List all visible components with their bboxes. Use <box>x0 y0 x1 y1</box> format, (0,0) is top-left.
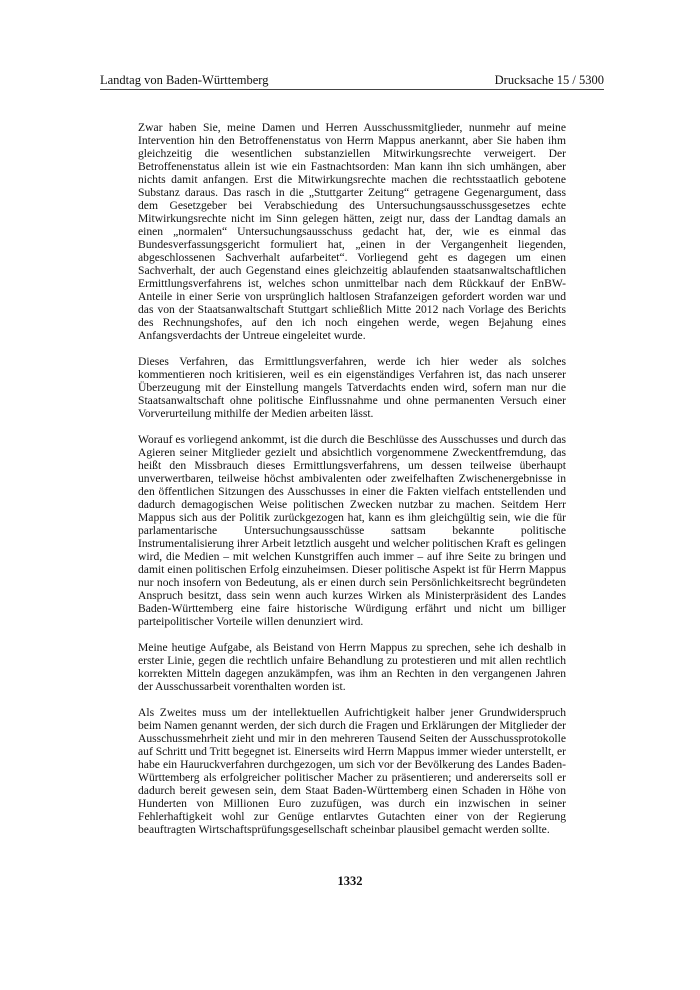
document-body <box>138 121 566 849</box>
page-header <box>100 73 604 87</box>
paragraph: Zwar haben Sie, meine Damen und Herren Ausschussmitglieder, nunmehr auf meine Intervention hin den Betroffenenstatus von Herrn Mappus anerkannt, aber Sie haben ihm gleichzeitig die wesentlichen substanziellen Mitwirkungsrechte verweigert. Der Betroffenenstatus allein ist wie ein Fastnachtsorden: Man kann ihn sich umhängen, aber nichts damit anfangen. Erst die Mitwirkungsrechte machen die rechtsstaatlich gebotene Substanz daraus. Das rasch in die „Stuttgarter Zeitung“ getragene Gegenargument, dass dem Gesetzgeber bei Verabschiedung des Untersuchungsausschussgesetzes echte Mitwirkungsrechte nicht im Sinn gelegen hätten, zeigt nur, dass der Landtag damals an einen „normalen“ Untersuchungsausschuss gedacht hat, der, wie es einmal das Bundesverfassungsgericht formuliert hat, „einen in der Vergangenheit liegenden, abgeschlossenen Sachverhalt aufarbeitet“. Vorliegend geht es dagegen um einen Sachverhalt, der auch Gegenstand eines gleichzeitig ablaufenden staatsanwaltschaftlichen Ermittlungsverfahrens ist, welches schon unmittelbar nach dem Rückkauf der EnBW-Anteile in einer Serie von ursprünglich haltlosen Strafanzeigen gefordert worden war und das von der Staatsanwaltschaft Stuttgart schließlich Mitte 2012 nach Vorlage des Berichts des Rechnungshofes, auf den ich noch eingehen werde, wegen Bejahung eines Anfangsverdachts der Untreue eingeleitet wurde. <box>138 121 566 342</box>
page-number: 1332 <box>337 874 363 888</box>
header-left: Landtag von Baden-Württemberg <box>100 73 269 87</box>
paragraph: Dieses Verfahren, das Ermittlungsverfahren, werde ich hier weder als solches kommentieren noch kritisieren, weil es ein eigenständiges Verfahren ist, das nach unserer Überzeugung mit der Einstellung mangels Tatverdachts enden wird, sofern man nur die Staatsanwaltschaft ohne politische Einflussnahme und ohne permanenten Versuch einer Vorverurteilung mithilfe der Medien arbeiten lässt. <box>138 355 566 420</box>
header-right: Drucksache 15 / 5300 <box>494 73 604 87</box>
paragraph: Meine heutige Aufgabe, als Beistand von Herrn Mappus zu sprechen, sehe ich deshalb in erster Linie, gegen die rechtlich unfaire Behandlung zu protestieren und mit allen rechtlich korrekten Mitteln dagegen anzukämpfen, was ihm an Rechten in den vergangenen Jahren der Ausschussarbeit vorenthalten worden ist. <box>138 641 566 693</box>
header-rule <box>100 89 604 90</box>
paragraph: Worauf es vorliegend ankommt, ist die durch die Beschlüsse des Ausschusses und durch das Agieren seiner Mitglieder gezielt und absichtlich vorgenommene Zweckentfremdung, das heißt den Missbrauch dieses Ermittlungsverfahrens, um dessen teilweise überhaupt unverwertbaren, teilweise höchst ambivalenten oder zweifelhaften Zwischenergebnisse in den öffentlichen Sitzungen des Ausschusses in einer die Fakten vielfach entstellenden und dadurch demagogischen Weise politischen Zwecken nutzbar zu machen. Seitdem Herr Mappus sich aus der Politik zurückgezogen hat, kann es ihm gleichgültig sein, wie die für parlamentarische Untersuchungsausschüsse sattsam bekannte politische Instrumentalisierung ihrer Arbeit letztlich ausgeht und welcher politischen Kraft es gelingen wird, die Medien – mit welchen Kunstgriffen auch immer – auf ihre Seite zu bringen und damit einen politischen Erfolg einzuheimsen. Dieser politische Aspekt ist für Herrn Mappus nur noch insofern von Bedeutung, als er einen durch sein Persönlichkeitsrecht begründeten Anspruch besitzt, dass sein wenn auch kurzes Wirken als Ministerpräsident des Landes Baden-Württemberg eine faire historische Würdigung erfährt und nicht um billiger parteipolitischer Vorteile willen denunziert wird. <box>138 433 566 628</box>
paragraph: Als Zweites muss um der intellektuellen Aufrichtigkeit halber jener Grundwiderspruch beim Namen genannt werden, der sich durch die Fragen und Erklärungen der Mitglieder der Ausschussmehrheit zieht und mir in den mehreren Tausend Seiten der Ausschussprotokolle auf Schritt und Tritt begegnet ist. Einerseits wird Herrn Mappus immer wieder unterstellt, er habe ein Hauruckverfahren durchgezogen, um sich vor der Bevölkerung des Landes Baden-Württemberg als erfolgreicher politischer Macher zu präsentieren; und andererseits soll er dadurch bereit gewesen sein, dem Staat Baden-Württemberg einen Schaden in Höhe von Hunderten von Millionen Euro zuzufügen, was durch ein inzwischen in seiner Fehlerhaftigkeit wohl zur Genüge entlarvtes Gutachten einer von der Regierung beauftragten Wirtschaftsprüfungsgesellschaft scheinbar plausibel gemacht werden sollte. <box>138 706 566 836</box>
